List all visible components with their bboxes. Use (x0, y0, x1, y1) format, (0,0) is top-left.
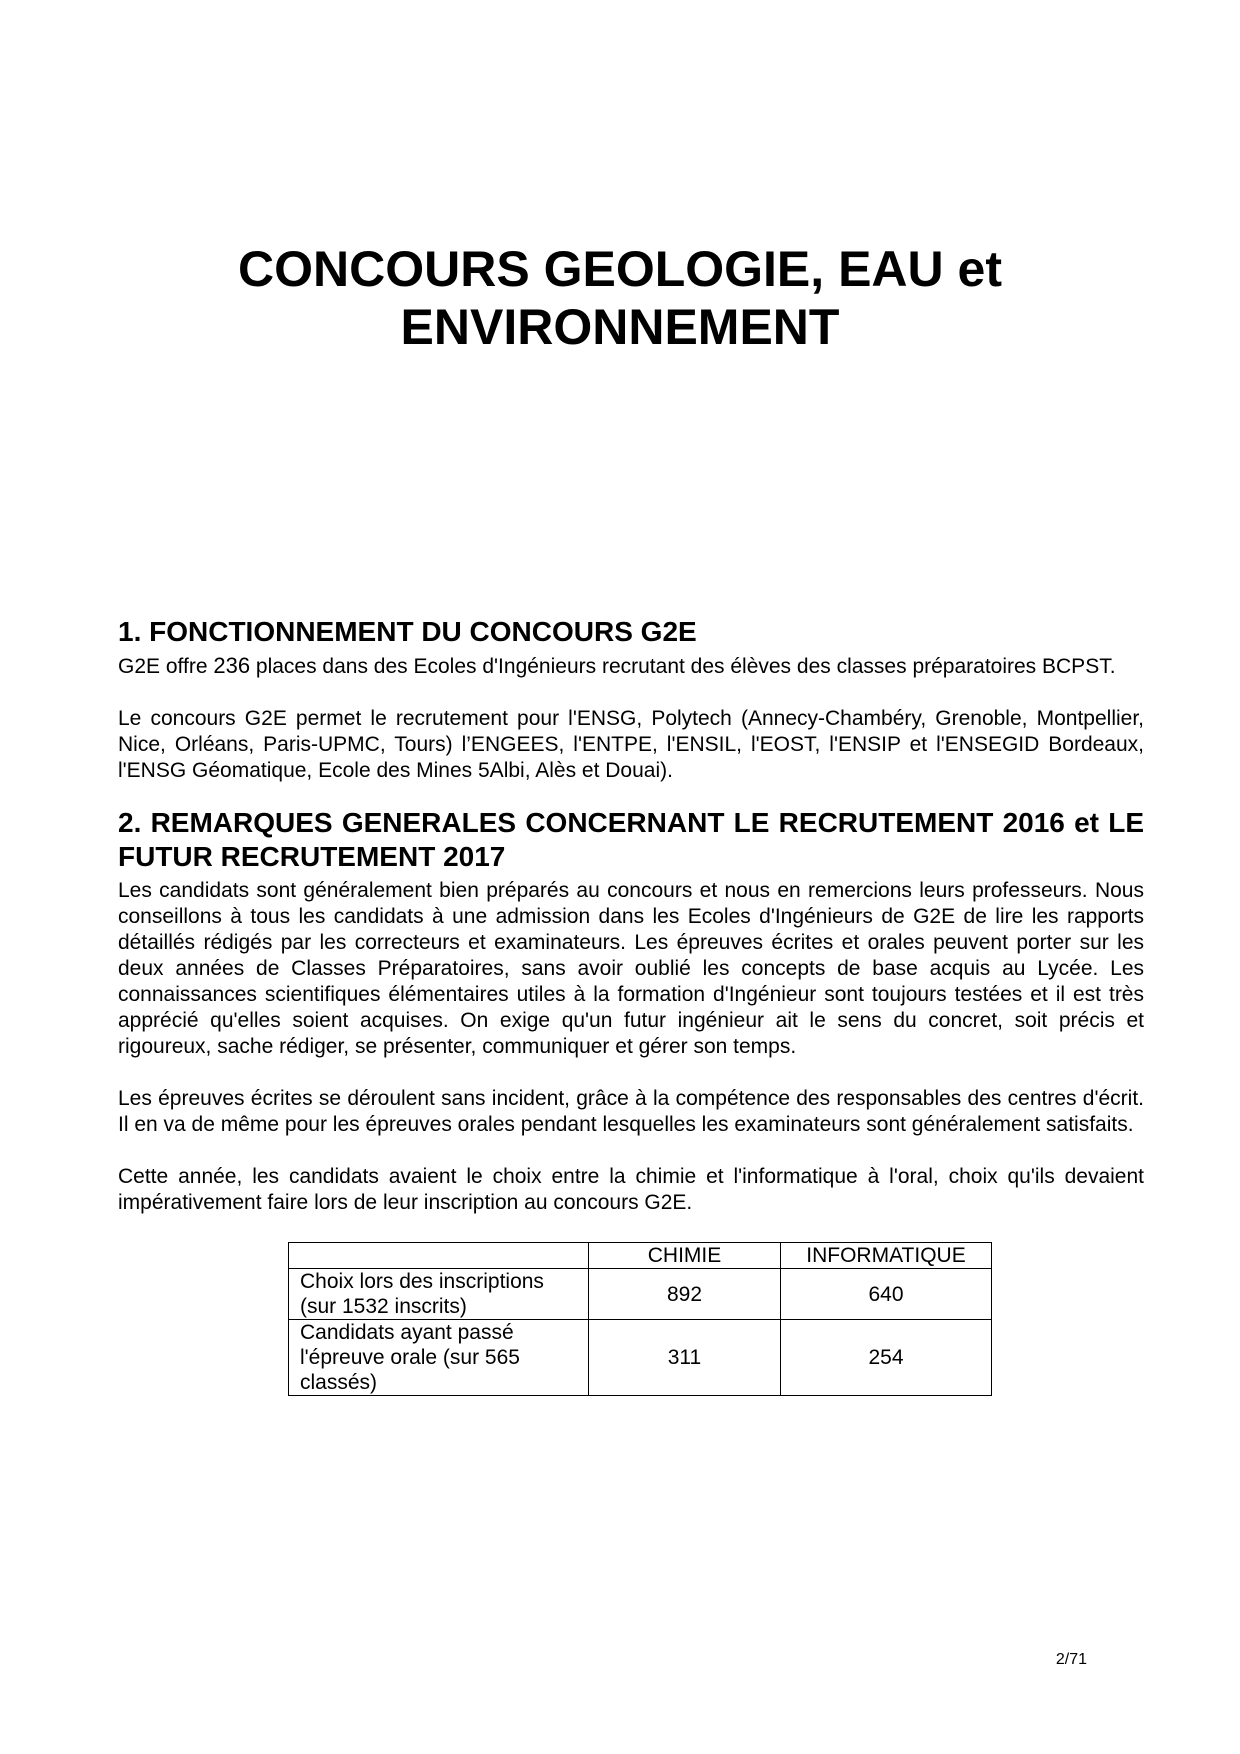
document-body (118, 615, 1144, 1396)
offer-text-end: places dans des Ecoles d'Ingénieurs recrutant des élèves des classes préparatoires BCPST. (250, 655, 1116, 678)
table-row (289, 1320, 992, 1396)
section-2-heading: 2. REMARQUES GENERALES CONCERNANT LE RECRUTEMENT 2016 et LE FUTUR RECRUTEMENT 2017 (118, 807, 1144, 872)
offer-text-start: G2E offre (118, 655, 214, 678)
table-header-empty (289, 1243, 589, 1269)
table-row (289, 1269, 992, 1320)
section-2-paragraph-3: Cette année, les candidats avaient le choix entre la chimie et l'informatique à l'oral, choix qu'ils devaient impérativement faire lors de leur inscription au concours G2E. (118, 1165, 1144, 1214)
table-cell-informatique: 254 (781, 1320, 992, 1396)
section-2-paragraph-2: Les épreuves écrites se déroulent sans incident, grâce à la compétence des responsables des centres d'écrit. Il en va de même pour les épreuves orales pendant lesquelles les examinateurs sont généralement satisfaits. (118, 1087, 1144, 1136)
title-line-2: ENVIRONNEMENT (400, 299, 840, 355)
document-title (0, 240, 1240, 356)
table-cell-informatique: 640 (781, 1269, 992, 1320)
section-1-paragraph-1 (118, 653, 1144, 680)
places-count: 236 (213, 653, 251, 678)
page-number: 2/71 (1055, 1651, 1087, 1668)
section-2-paragraph-1: Les candidats sont généralement bien préparés au concours et nous en remercions leurs professeurs. Nous conseillons à tous les candidats à une admission dans les Ecoles d'Ingénieurs de G2E de lire les rapports détaillés rédigés par les correcteurs et examinateurs. Les épreuves écrites et orales peuvent porter sur les deux années de Classes Préparatoires, sans avoir oublié les concepts de base acquis au Lycée. Les connaissances scientifiques élémentaires utiles à la formation d'Ingénieur sont toujours testées et il est très apprécié qu'elles soient acquises. On exige qu'un futur ingénieur ait le sens du concret, soit précis et rigoureux, sache rédiger, se présenter, communiquer et gérer son temps. (118, 879, 1144, 1058)
table-row-label: Choix lors des inscriptions (sur 1532 inscrits) (289, 1269, 589, 1320)
table-cell-chimie: 892 (589, 1269, 781, 1320)
title-line-1: CONCOURS GEOLOGIE, EAU et (238, 241, 1002, 297)
table-row-label: Candidats ayant passé l'épreuve orale (sur 565 classés) (289, 1320, 589, 1396)
table-cell-chimie: 311 (589, 1320, 781, 1396)
table-header-chimie: CHIMIE (589, 1243, 781, 1269)
section-1-heading: 1. FONCTIONNEMENT DU CONCOURS G2E (118, 616, 697, 647)
oral-choice-table (288, 1242, 992, 1396)
table-header-informatique: INFORMATIQUE (781, 1243, 992, 1269)
section-1-paragraph-2: Le concours G2E permet le recrutement pour l'ENSG, Polytech (Annecy-Chambéry, Grenoble, Montpellier, Nice, Orléans, Paris-UPMC, Tours) l’ENGEES, l'ENTPE, l'ENSIL, l'EOST, l'ENSIP et l'ENSEGID Bordeaux, l'ENSG Géomatique, Ecole des Mines 5Albi, Alès et Douai). (118, 707, 1144, 782)
table-header-row (289, 1243, 992, 1269)
